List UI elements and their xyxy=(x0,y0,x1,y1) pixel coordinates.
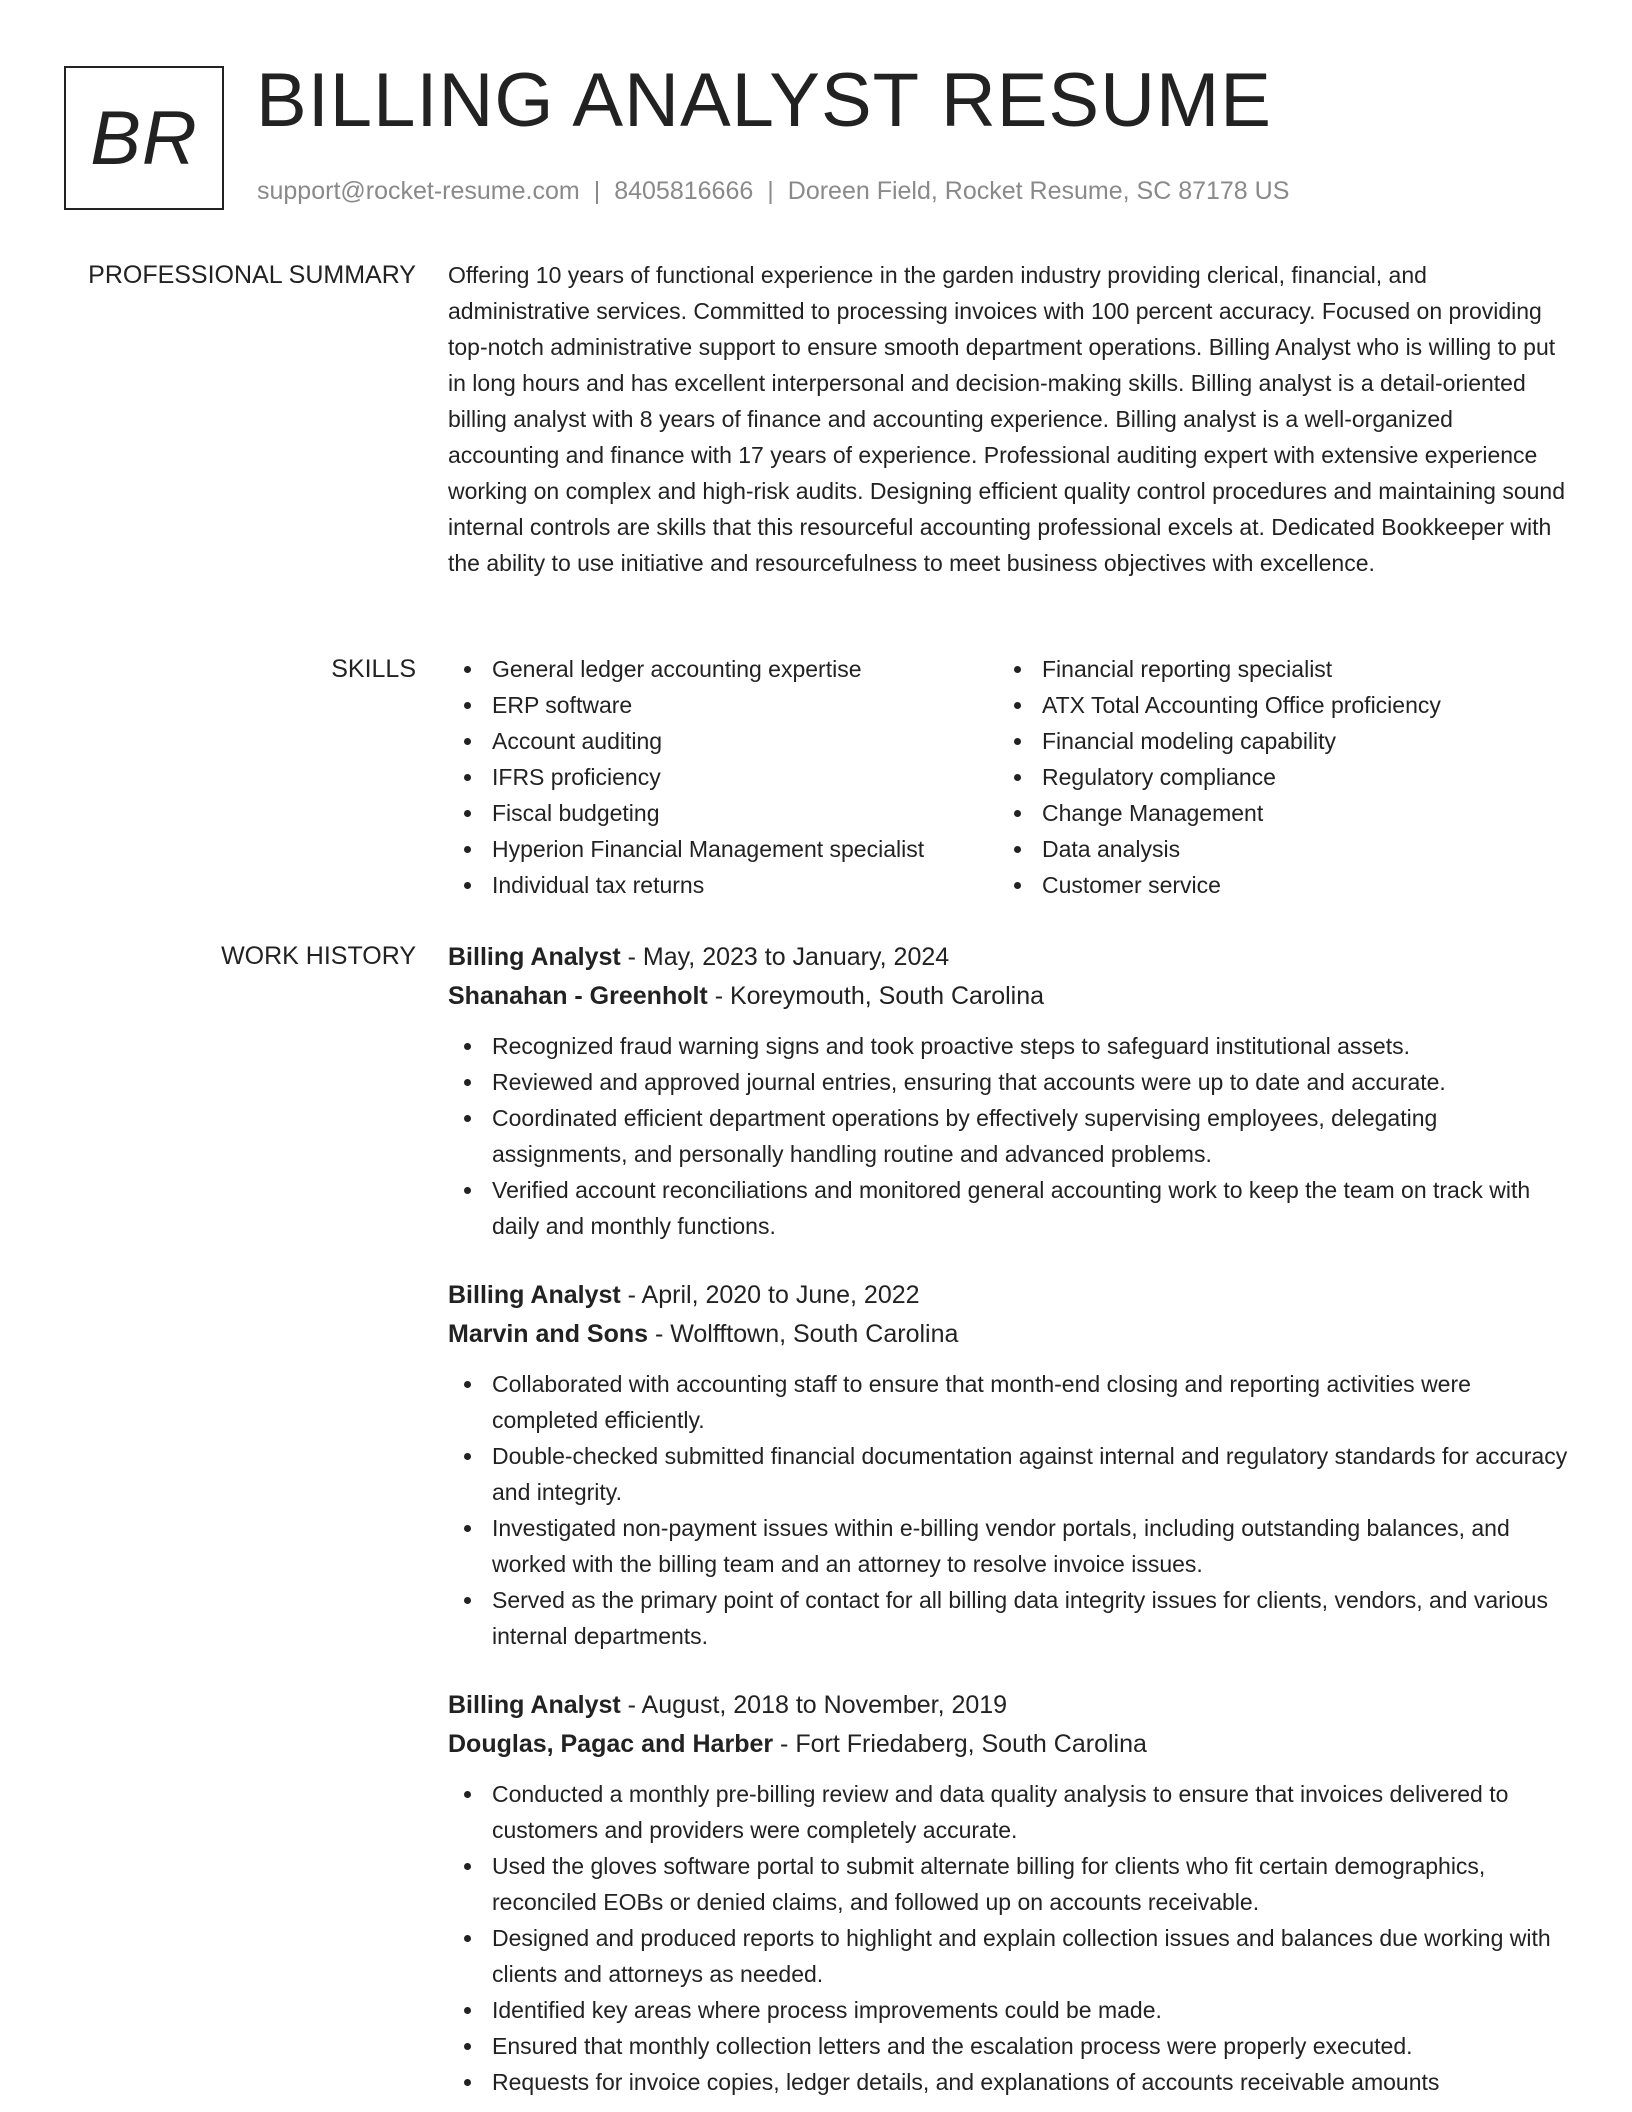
skill-item: General ledger accounting expertise xyxy=(448,651,998,687)
skill-item: Data analysis xyxy=(998,831,1558,867)
skill-item: Financial reporting specialist xyxy=(998,651,1558,687)
skill-item: ERP software xyxy=(448,687,998,723)
job-company: Shanahan - Greenholt xyxy=(448,982,708,1010)
job-bullet: Used the gloves software portal to submit alternate billing for clients who fit certain demographics, reconciled EOBs or denied claims, and followed up on accounts receivable. xyxy=(448,1848,1568,1920)
job-dates: - April, 2020 to June, 2022 xyxy=(620,1281,920,1309)
job-title: Billing Analyst xyxy=(448,1691,621,1719)
job-bullets xyxy=(448,1776,1568,2100)
job-bullet: Designed and produced reports to highlight and explain collection issues and balances due working with clients and attorneys as needed. xyxy=(448,1920,1568,1992)
skills-column-1 xyxy=(448,651,998,903)
skill-item: Regulatory compliance xyxy=(998,759,1558,795)
skill-item: Financial modeling capability xyxy=(998,723,1558,759)
job-bullet: Conducted a monthly pre-billing review and data quality analysis to ensure that invoices delivered to customers and providers were completely accurate. xyxy=(448,1776,1568,1848)
job-company-line xyxy=(448,1725,1568,1764)
job-bullets xyxy=(448,1366,1568,1654)
job-bullet: Verified account reconciliations and monitored general accounting work to keep the team on track with daily and monthly functions. xyxy=(448,1172,1568,1244)
contact-separator: | xyxy=(593,177,601,205)
skill-item: Account auditing xyxy=(448,723,998,759)
job-bullets xyxy=(448,1028,1568,1244)
work-history-heading: WORK HISTORY xyxy=(221,942,416,970)
job-location: - Koreymouth, South Carolina xyxy=(707,982,1045,1010)
job-bullet: Requests for invoice copies, ledger details, and explanations of accounts receivable amounts xyxy=(448,2064,1568,2100)
skill-item: Customer service xyxy=(998,867,1558,903)
job-company: Douglas, Pagac and Harber xyxy=(448,1730,774,1758)
job-bullet: Served as the primary point of contact for all billing data integrity issues for clients, vendors, and various internal departments. xyxy=(448,1582,1568,1654)
contact-separator: | xyxy=(767,177,774,205)
job-title: Billing Analyst xyxy=(448,1281,621,1309)
skill-item: IFRS proficiency xyxy=(448,759,998,795)
contact-phone: 8405816666 xyxy=(614,177,754,205)
skills-heading: SKILLS xyxy=(331,655,416,683)
skill-item: ATX Total Accounting Office proficiency xyxy=(998,687,1558,723)
summary-text: Offering 10 years of functional experience in the garden industry providing clerical, financial, and administrative services. Committed to processing invoices with 100 percent accuracy. Focused on providing top-notch administrative support to ensure smooth department operations. Billing Analyst who is willing to put in long hours and has excellent interpersonal and decision-making skills. Billing analyst is a detail-oriented billing analyst with 8 years of finance and accounting experience. Billing analyst is a well-organized accounting and finance with 17 years of experience. Professional auditing expert with extensive experience working on complex and high-risk audits. Designing efficient quality control procedures and maintaining sound internal controls are skills that this resourceful accounting professional excels at. Dedicated Bookkeeper with the ability to use initiative and resourcefulness to meet business objectives with excellence. xyxy=(448,262,1565,576)
job-bullet: Collaborated with accounting staff to ensure that month-end closing and reporting activities were completed efficiently. xyxy=(448,1366,1568,1438)
monogram-logo: BR xyxy=(64,66,224,210)
job-dates: - August, 2018 to November, 2019 xyxy=(620,1691,1008,1719)
job-company: Marvin and Sons xyxy=(448,1320,649,1348)
skill-item: Hyperion Financial Management specialist xyxy=(448,831,998,867)
job-bullet: Investigated non-payment issues within e-billing vendor portals, including outstanding balances, and worked with the billing team and an attorney to resolve invoice issues. xyxy=(448,1510,1568,1582)
contact-email: support@rocket-resume.com xyxy=(257,177,580,205)
job-entry xyxy=(448,1686,1568,2100)
job-bullet: Reviewed and approved journal entries, ensuring that accounts were up to date and accurate. xyxy=(448,1064,1568,1100)
contact-address: Doreen Field, Rocket Resume, SC 87178 US xyxy=(787,177,1290,205)
job-location: - Fort Friedaberg, South Carolina xyxy=(773,1730,1147,1758)
skill-item: Fiscal budgeting xyxy=(448,795,998,831)
job-company-line xyxy=(448,977,1568,1016)
skills-column-2 xyxy=(998,651,1558,903)
resume-title: BILLING ANALYST RESUME xyxy=(256,58,1272,143)
job-location: - Wolfftown, South Carolina xyxy=(648,1320,959,1348)
job-title-line xyxy=(448,1686,1568,1725)
job-bullet: Double-checked submitted financial documentation against internal and regulatory standards for accuracy and integrity. xyxy=(448,1438,1568,1510)
skill-item: Change Management xyxy=(998,795,1558,831)
job-title-line xyxy=(448,938,1568,977)
summary-heading: PROFESSIONAL SUMMARY xyxy=(88,261,416,289)
contact-line xyxy=(257,174,1289,208)
job-dates: - May, 2023 to January, 2024 xyxy=(620,943,950,971)
job-entry xyxy=(448,938,1568,1244)
job-company-line xyxy=(448,1315,1568,1354)
job-title: Billing Analyst xyxy=(448,943,621,971)
job-bullet: Identified key areas where process improvements could be made. xyxy=(448,1992,1568,2028)
skill-item: Individual tax returns xyxy=(448,867,998,903)
job-entry xyxy=(448,1276,1568,1654)
job-bullet: Coordinated efficient department operations by effectively supervising employees, delegating assignments, and personally handling routine and advanced problems. xyxy=(448,1100,1568,1172)
job-title-line xyxy=(448,1276,1568,1315)
job-bullet: Ensured that monthly collection letters and the escalation process were properly executed. xyxy=(448,2028,1568,2064)
job-bullet: Recognized fraud warning signs and took proactive steps to safeguard institutional assets. xyxy=(448,1028,1568,1064)
